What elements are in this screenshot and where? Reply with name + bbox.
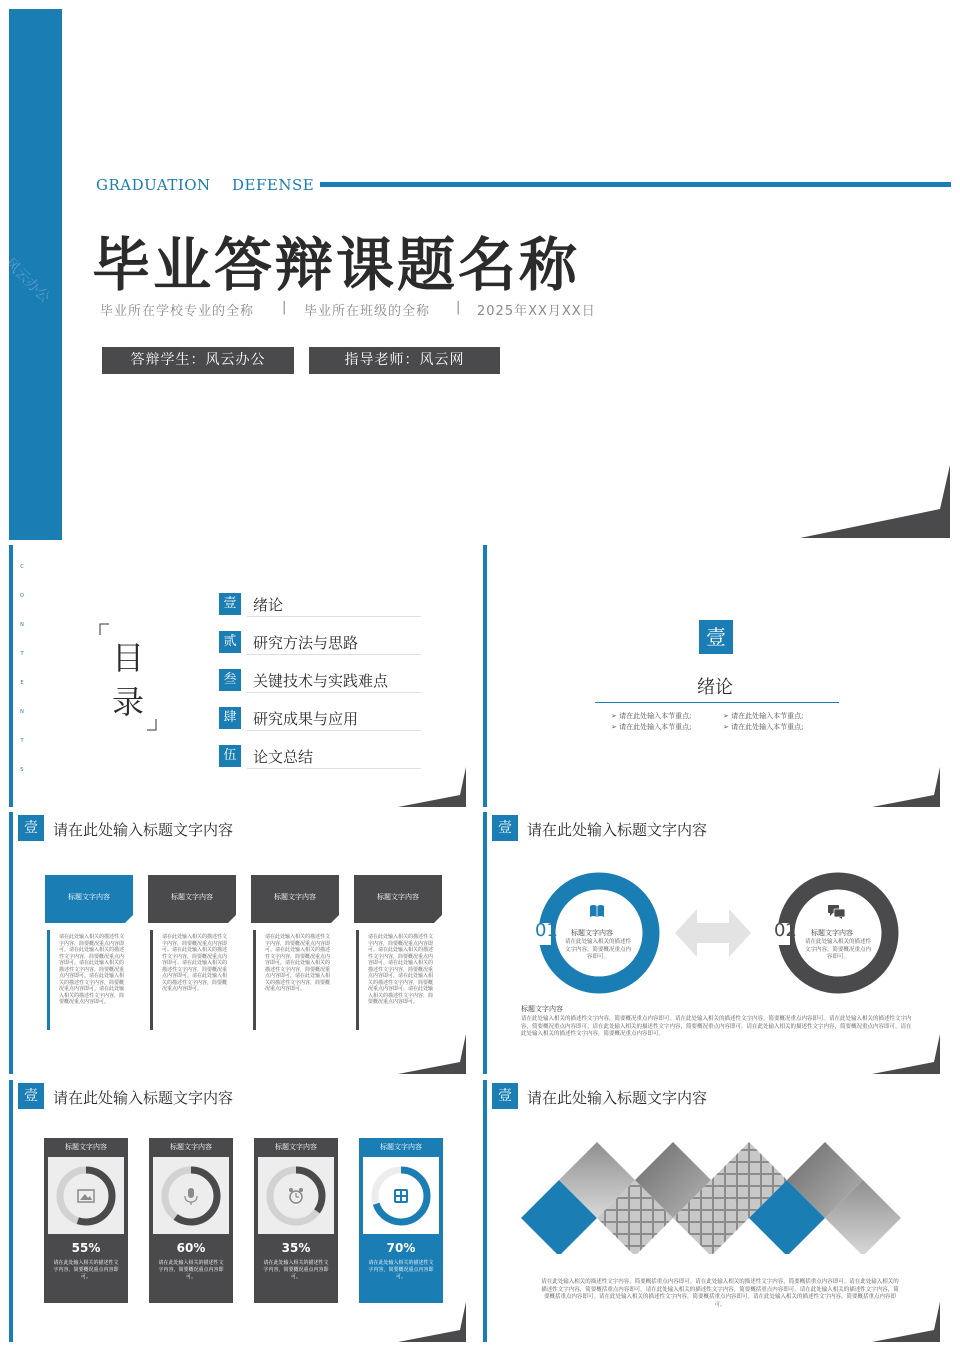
card-header-label: 标题文字内容 <box>171 893 213 901</box>
toc-slide <box>9 545 478 807</box>
header-title: 请在此处输入标题文字内容 <box>53 1089 234 1107</box>
body-text: 请在此处输入相关的描述性文字内容，简要概括重点内容即可。请在此处输入相关的描述性文字内容，简要概括重点内容即可。请在此处输入相关的描述性文字内容，简要概括重点内容即可。请在此处输入相关的描述性文字内容，简要概括重点内容即可。请在此处输入相关的描述性文字内容，简要概括重点内容即可。请在此处输入相关的描述性文字内容，简要概括重点内容即可。请在此处输入相关的描述性文字内容，简要概括重点内容即可。 <box>541 1279 899 1308</box>
section-left-bar <box>483 545 487 807</box>
card-accent-bar <box>47 930 50 1030</box>
toc-item-label: 关键技术与实践难点 <box>253 672 389 690</box>
toc-item[interactable] <box>217 744 417 774</box>
page-number: 6 <box>470 1331 474 1338</box>
diamond-photo-grid <box>521 1138 913 1254</box>
section-number: 壹 <box>699 620 733 654</box>
contents-letter: T <box>20 738 24 744</box>
subtitle-separator: | <box>282 300 288 315</box>
section-rule <box>595 702 839 703</box>
slide-6 <box>9 1080 478 1342</box>
corner-decoration <box>872 1302 952 1342</box>
section-title: 绪论 <box>697 677 733 698</box>
ring-right-text: 请在此处输入相关的描述性文字内容，简要概况重点内容即可。 <box>805 939 872 960</box>
toc-item-underline <box>247 616 421 617</box>
progress-card-title: 标题文字内容 <box>275 1143 317 1151</box>
progress-text: 请在此处输入相关的描述性文字内容，简要概况重点内容即可。 <box>158 1260 224 1280</box>
progress-ring <box>371 1166 431 1226</box>
progress-percent: 60% <box>176 1241 206 1255</box>
double-arrow <box>675 907 751 959</box>
page-number: 7 <box>944 1331 948 1338</box>
toc-item[interactable] <box>217 592 417 622</box>
header-title: 请在此处输入标题文字内容 <box>527 1089 708 1107</box>
progress-ring <box>266 1166 326 1226</box>
contents-letter: C <box>20 564 24 570</box>
corner-decoration <box>872 1034 952 1074</box>
contents-letter: O <box>20 593 24 599</box>
progress-card-title: 标题文字内容 <box>380 1143 422 1151</box>
toc-item-label: 绪论 <box>253 596 284 614</box>
teacher-box: 指导老师：风云网 <box>309 347 500 374</box>
page-number: 5 <box>944 1063 948 1070</box>
corner-decoration <box>398 767 478 807</box>
toc-item-underline <box>247 654 421 655</box>
progress-percent: 70% <box>386 1241 416 1255</box>
watermark: 风云办公 <box>1 255 53 307</box>
card-row <box>45 875 445 1035</box>
toc-item-number: 肆 <box>219 707 241 729</box>
progress-percent: 35% <box>281 1241 311 1255</box>
card-text: 请在此处输入相关的描述性文字内容，简要概况重点内容即可。请在此处输入相关的描述性文字内容，简要概况重点内容即可。请在此处输入相关的描述性文字内容，简要概况重点内容即可。请在此处输入相关的描述性文字内容，简要概况重点内容即可。请在此处输入相关的描述性文字内容，简要概况重点内容即可。 <box>59 934 125 1005</box>
slide-4 <box>9 812 478 1074</box>
subtitle-date: 2025年XX月XX日 <box>477 304 596 319</box>
toc-item-number: 伍 <box>219 745 241 767</box>
card-header-label: 标题文字内容 <box>377 893 419 901</box>
header-number: 壹 <box>492 815 518 841</box>
progress-ring <box>161 1166 221 1226</box>
toc-item-underline <box>247 692 421 693</box>
progress-ring <box>56 1166 116 1226</box>
card-text: 请在此处输入相关的描述性文字内容，简要概况重点内容即可。请在此处输入相关的描述性文字内容，简要概况重点内容即可。请在此处输入相关的描述性文字内容，简要概况重点内容即可。请在此处输入相关的描述性文字内容，简要概况重点内容即可。 <box>265 934 331 992</box>
corner-decoration <box>800 465 960 540</box>
header-number: 壹 <box>18 815 44 841</box>
toc-item-label: 论文总结 <box>253 748 314 766</box>
header-title: 请在此处输入标题文字内容 <box>53 821 234 839</box>
progress-card-title: 标题文字内容 <box>65 1143 107 1151</box>
slide-7 <box>483 1080 952 1342</box>
corner-decoration <box>398 1034 478 1074</box>
header-number: 壹 <box>18 1083 44 1109</box>
chat-icon <box>828 905 846 919</box>
header-title: 请在此处输入标题文字内容 <box>527 821 708 839</box>
progress-text: 请在此处输入相关的描述性文字内容，简要概况重点内容即可。 <box>263 1260 329 1280</box>
cover-slide <box>0 0 960 540</box>
title-rule <box>320 182 951 187</box>
toc-item-number: 壹 <box>219 593 241 615</box>
toc-item[interactable] <box>217 630 417 660</box>
grid-icon <box>394 1189 408 1203</box>
contents-letter: E <box>20 680 24 686</box>
ring-left-number: 01 <box>535 920 558 941</box>
toc-item[interactable] <box>217 706 417 736</box>
subtitle-class: 毕业所在班级的全称 <box>304 304 431 319</box>
toc-title-lu: 录 <box>112 683 145 721</box>
toc-item-label: 研究方法与思路 <box>253 634 359 652</box>
card-text: 请在此处输入相关的描述性文字内容，简要概况重点内容即可。请在此处输入相关的描述性文字内容，简要概况重点内容即可。请在此处输入相关的描述性文字内容，简要概况重点内容即可。请在此处输入相关的描述性文字内容，简要概况重点内容即可。 <box>162 934 228 992</box>
progress-percent: 55% <box>71 1241 101 1255</box>
card-text: 请在此处输入相关的描述性文字内容，简要概况重点内容即可。请在此处输入相关的描述性文字内容，简要概况重点内容即可。请在此处输入相关的描述性文字内容，简要概况重点内容即可。请在此处输入相关的描述性文字内容，简要概况重点内容即可。请在此处输入相关的描述性文字内容，简要概况重点内容即可。 <box>368 934 434 1005</box>
ring-right-number: 02 <box>774 920 797 941</box>
toc-title-mu: 目 <box>112 639 145 677</box>
left-bar <box>9 1080 13 1342</box>
card-header-label: 标题文字内容 <box>68 893 110 901</box>
info-card <box>354 875 442 1035</box>
info-card <box>45 875 133 1035</box>
alarm-clock-icon <box>289 1188 303 1203</box>
card-accent-bar <box>150 930 153 1030</box>
progress-card <box>359 1138 443 1303</box>
toc-left-bar <box>9 545 13 807</box>
ring-left-label: 标题文字内容 <box>571 929 613 937</box>
bottom-text: 请在此处输入相关的描述性文字内容，简要概况重点内容即可。请在此处输入相关的描述性文字内容，简要概况重点内容即可。请在此处输入相关的描述性文字内容，简要概况重点内容即可。请在此处输入相关的描述性文字内容，简要概况重点内容即可。请在此处输入相关的描述性文字内容，简要概况重点内容即可。请在此处输入相关的描述性文字内容，简要概况重点内容即可。 <box>521 1016 912 1037</box>
card-header-label: 标题文字内容 <box>274 893 316 901</box>
toc-item-number: 叁 <box>219 669 241 691</box>
section-slide <box>483 545 952 807</box>
toc-item-label: 研究成果与应用 <box>253 710 359 728</box>
ring-right-label: 标题文字内容 <box>811 929 853 937</box>
subtitle-school: 毕业所在学校专业的全称 <box>100 304 255 319</box>
english-title-defense: DEFENSE <box>232 176 315 194</box>
bottom-label: 标题文字内容 <box>521 1005 563 1013</box>
left-bar <box>483 812 487 1074</box>
progress-card <box>254 1138 338 1303</box>
progress-cards <box>44 1138 454 1303</box>
contents-vertical-label <box>18 553 26 785</box>
progress-text: 请在此处输入相关的描述性文字内容，简要概况重点内容即可。 <box>53 1260 119 1280</box>
card-accent-bar <box>356 930 359 1030</box>
english-title-graduation: GRADUATION <box>96 176 211 194</box>
corner-decoration <box>398 1302 478 1342</box>
contents-letter: T <box>20 651 24 657</box>
progress-card <box>149 1138 233 1303</box>
info-card <box>148 875 236 1035</box>
contents-letter: N <box>20 709 24 715</box>
section-bullets-left: ➢ 请在此处输入本节重点; ➢ 请在此处输入本节重点; <box>611 712 692 731</box>
toc-item-underline <box>247 730 421 731</box>
progress-card <box>44 1138 128 1303</box>
page-number: 4 <box>470 1063 474 1070</box>
book-icon <box>589 904 605 918</box>
card-accent-bar <box>253 930 256 1030</box>
info-card <box>251 875 339 1035</box>
ring-left-text: 请在此处输入相关的描述性文字内容，简要概况重点内容即可。 <box>565 939 632 960</box>
contents-letter: N <box>20 622 24 628</box>
main-title: 毕业答辩课题名称 <box>92 231 581 299</box>
toc-title-frame <box>99 623 157 731</box>
image-icon <box>78 1190 94 1202</box>
left-bar <box>483 1080 487 1342</box>
left-bar <box>9 812 13 1074</box>
microphone-icon <box>185 1188 197 1205</box>
toc-item-underline <box>247 768 421 769</box>
section-bullets-right: ➢ 请在此处输入本节重点; ➢ 请在此处输入本节重点; <box>723 712 804 731</box>
subtitle-separator: | <box>456 300 462 315</box>
student-box: 答辩学生：风云办公 <box>102 347 294 374</box>
toc-item-number: 贰 <box>219 631 241 653</box>
toc-item[interactable] <box>217 668 417 698</box>
corner-decoration <box>872 767 952 807</box>
contents-letter: S <box>20 767 24 773</box>
slide-5 <box>483 812 952 1074</box>
progress-text: 请在此处输入相关的描述性文字内容，简要概况重点内容即可。 <box>368 1260 434 1280</box>
progress-card-title: 标题文字内容 <box>170 1143 212 1151</box>
header-number: 壹 <box>492 1083 518 1109</box>
